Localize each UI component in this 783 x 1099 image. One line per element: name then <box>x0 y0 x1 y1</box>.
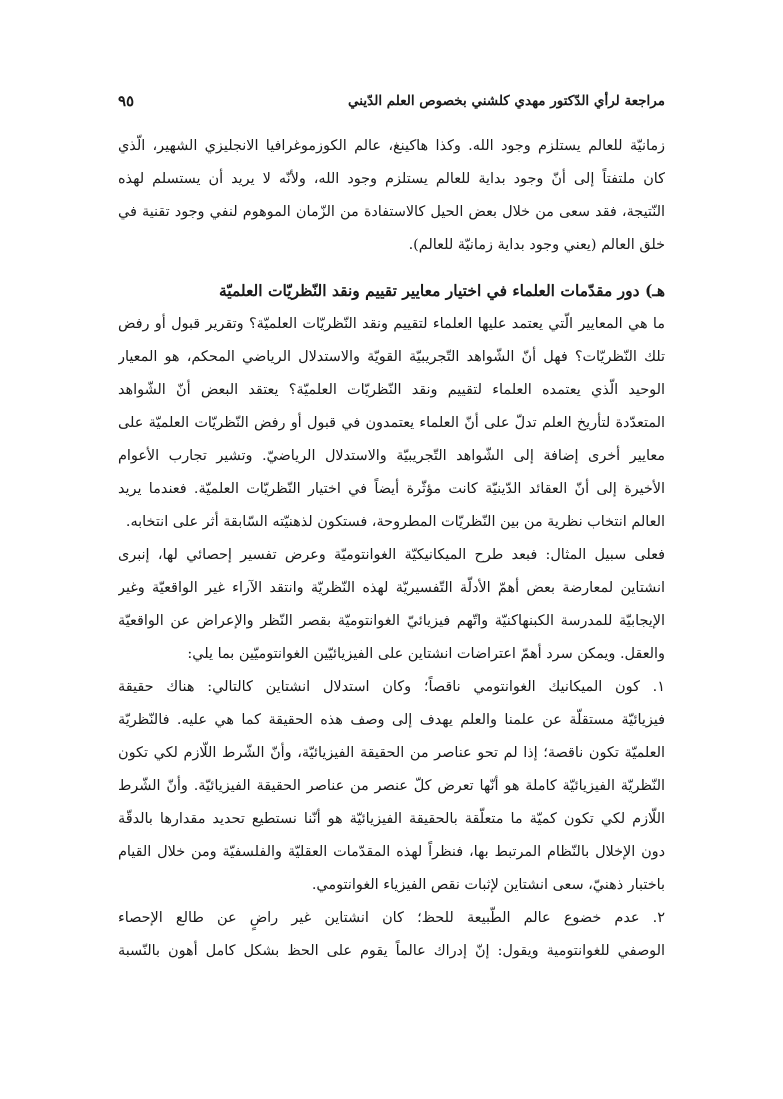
text-line: معايير أخرى إضافة إلى الشّواهد التّجريبيّة والاستدلال الرياضيّ. وتشير تجارب الأعوام <box>118 448 665 464</box>
text-line: فيزيائيّة مستقلّة عن علمنا والعلم يهدف إلى وصف هذه الحقيقة كما هي عليه. فالنّظريّة <box>118 712 665 728</box>
page-number: ٩٥ <box>118 92 135 110</box>
text-line: والعقل. ويمكن سرد أهمّ اعتراضات انشتاين على الفيزيائيّين الغوانتوميّين بما يلي: <box>187 646 665 662</box>
text-line: النّتيجة، فقد سعى من خلال بعض الحيل كالاستفادة من الزّمان الموهوم لنفي وجود تقنية في <box>118 204 665 220</box>
text-line: اللّازم لكي تكون كميّة ما متعلّقة بالحقيقة الفيزيائيّة هو أنّنا نستطيع تحديد مقدارها بالدقّة <box>118 811 665 827</box>
text-line: زمانيّة للعالم يستلزم وجود الله. وكذا هاكينغ، عالم الكوزموغرافيا الانجليزي الشهير، الّذي <box>118 138 665 154</box>
text-line: دون الإخلال بالنّظام المرتبط بها، فنظراً لهذه المقدّمات العقليّة والفلسفيّة ومن خلال القيام <box>118 844 665 860</box>
text-line: الوصفي للغوانتومية ويقول: إنّ إدراك عالماً يقوم على الحظ بشكل كامل أهون بالنّسبة <box>118 943 665 959</box>
text-line: ٢. عدم خضوع عالم الطّبيعة للحظ؛ كان انشتاين غير راضٍ عن طالع الإحصاء <box>118 910 665 926</box>
text-line: كان ملتفتاً إلى أنّ وجود بداية للعالم يستلزم وجود الله، ولأنّه لا يريد أن يستسلم لهذه <box>118 171 665 187</box>
paragraph-3 <box>118 539 665 671</box>
paragraph-2 <box>118 308 665 539</box>
paragraph-1 <box>118 130 665 262</box>
text-line: العالم انتخاب نظرية من بين النّظريّات المطروحة، فستكون لذهنيّته السّابقة أثر على انتخابه. <box>125 514 665 530</box>
text-line: انشتاين لمعارضة بعض أهمّ الأدلّة التّفسيريّة لهذه النّظريّة وانتقد الآراء غير الواقعيّة وغير <box>118 580 665 596</box>
text-line: ما هي المعايير الّتي يعتمد عليها العلماء لتقييم ونقد النّظريّات العلميّة؟ وتقرير قبول أو رفض <box>118 316 665 332</box>
list-item-1 <box>118 671 665 902</box>
text-line: خلق العالم (يعني وجود بداية زمانيّة للعالم). <box>408 237 665 253</box>
list-item-2 <box>118 902 665 968</box>
text-line: العلميّة تكون ناقصة؛ إذا لم تحو عناصر من الحقيقة الفيزيائيّة، وأنّ الشّرط اللّازم لكي تكون <box>118 745 665 761</box>
text-line: الوحيد الّذي يعتمده العلماء لتقييم ونقد النّظريّات العلميّة؟ يعتقد البعض أنّ الشّواهد <box>118 382 665 398</box>
text-line: ١. كون الميكانيك الغوانتومي ناقصاً؛ وكان استدلال انشتاين كالتالي: هناك حقيقة <box>118 679 665 695</box>
page-header <box>118 88 665 114</box>
page-content <box>118 130 665 968</box>
text-line: تلك النّظريّات؟ فهل أنّ الشّواهد التّجريبيّة القويّة والاستدلال الرياضي المحكم، هو المعيار <box>118 349 665 365</box>
text-line: باختبار ذهنيّ، سعى انشتاين لإثبات نقص الفيزياء الغوانتومي. <box>311 877 665 893</box>
text-line: الأخيرة إلى أنّ العقائد الدّينيّة كانت مؤثّرة أيضاً في اختيار النّظريّات العلميّة. فعندما يريد <box>118 481 665 497</box>
section-heading: هـ) دور مقدّمات العلماء في اختيار معايير تقييم ونقد النّظريّات العلميّة <box>218 281 665 300</box>
text-line: فعلى سبيل المثال: فبعد طرح الميكانيكيّة الغوانتوميّة وعرض تفسير إحصائي لها، إنبرى <box>118 547 665 563</box>
text-line: الإيجابيّة للمدرسة الكبنهاكنيّة واتّهم فيزيائيّ الغوانتوميّة بقصر النّظر والإعراض عن الواقعيّة <box>118 613 665 629</box>
text-line: النّظريّة الفيزيائيّة كاملة هو أنّها تعرض كلّ عنصر من عناصر الحقيقة الفيزيائيّة. وأنّ الشّرط <box>118 778 665 794</box>
running-title: مراجعة لرأي الدّكتور مهدي كلشني بخصوص العلم الدّيني <box>348 93 665 109</box>
text-line: المتعدّدة لتأريخ العلم تدلّ على أنّ العلماء يعتمدون في قبول أو رفض النّظريّات العلميّة على <box>118 415 665 431</box>
